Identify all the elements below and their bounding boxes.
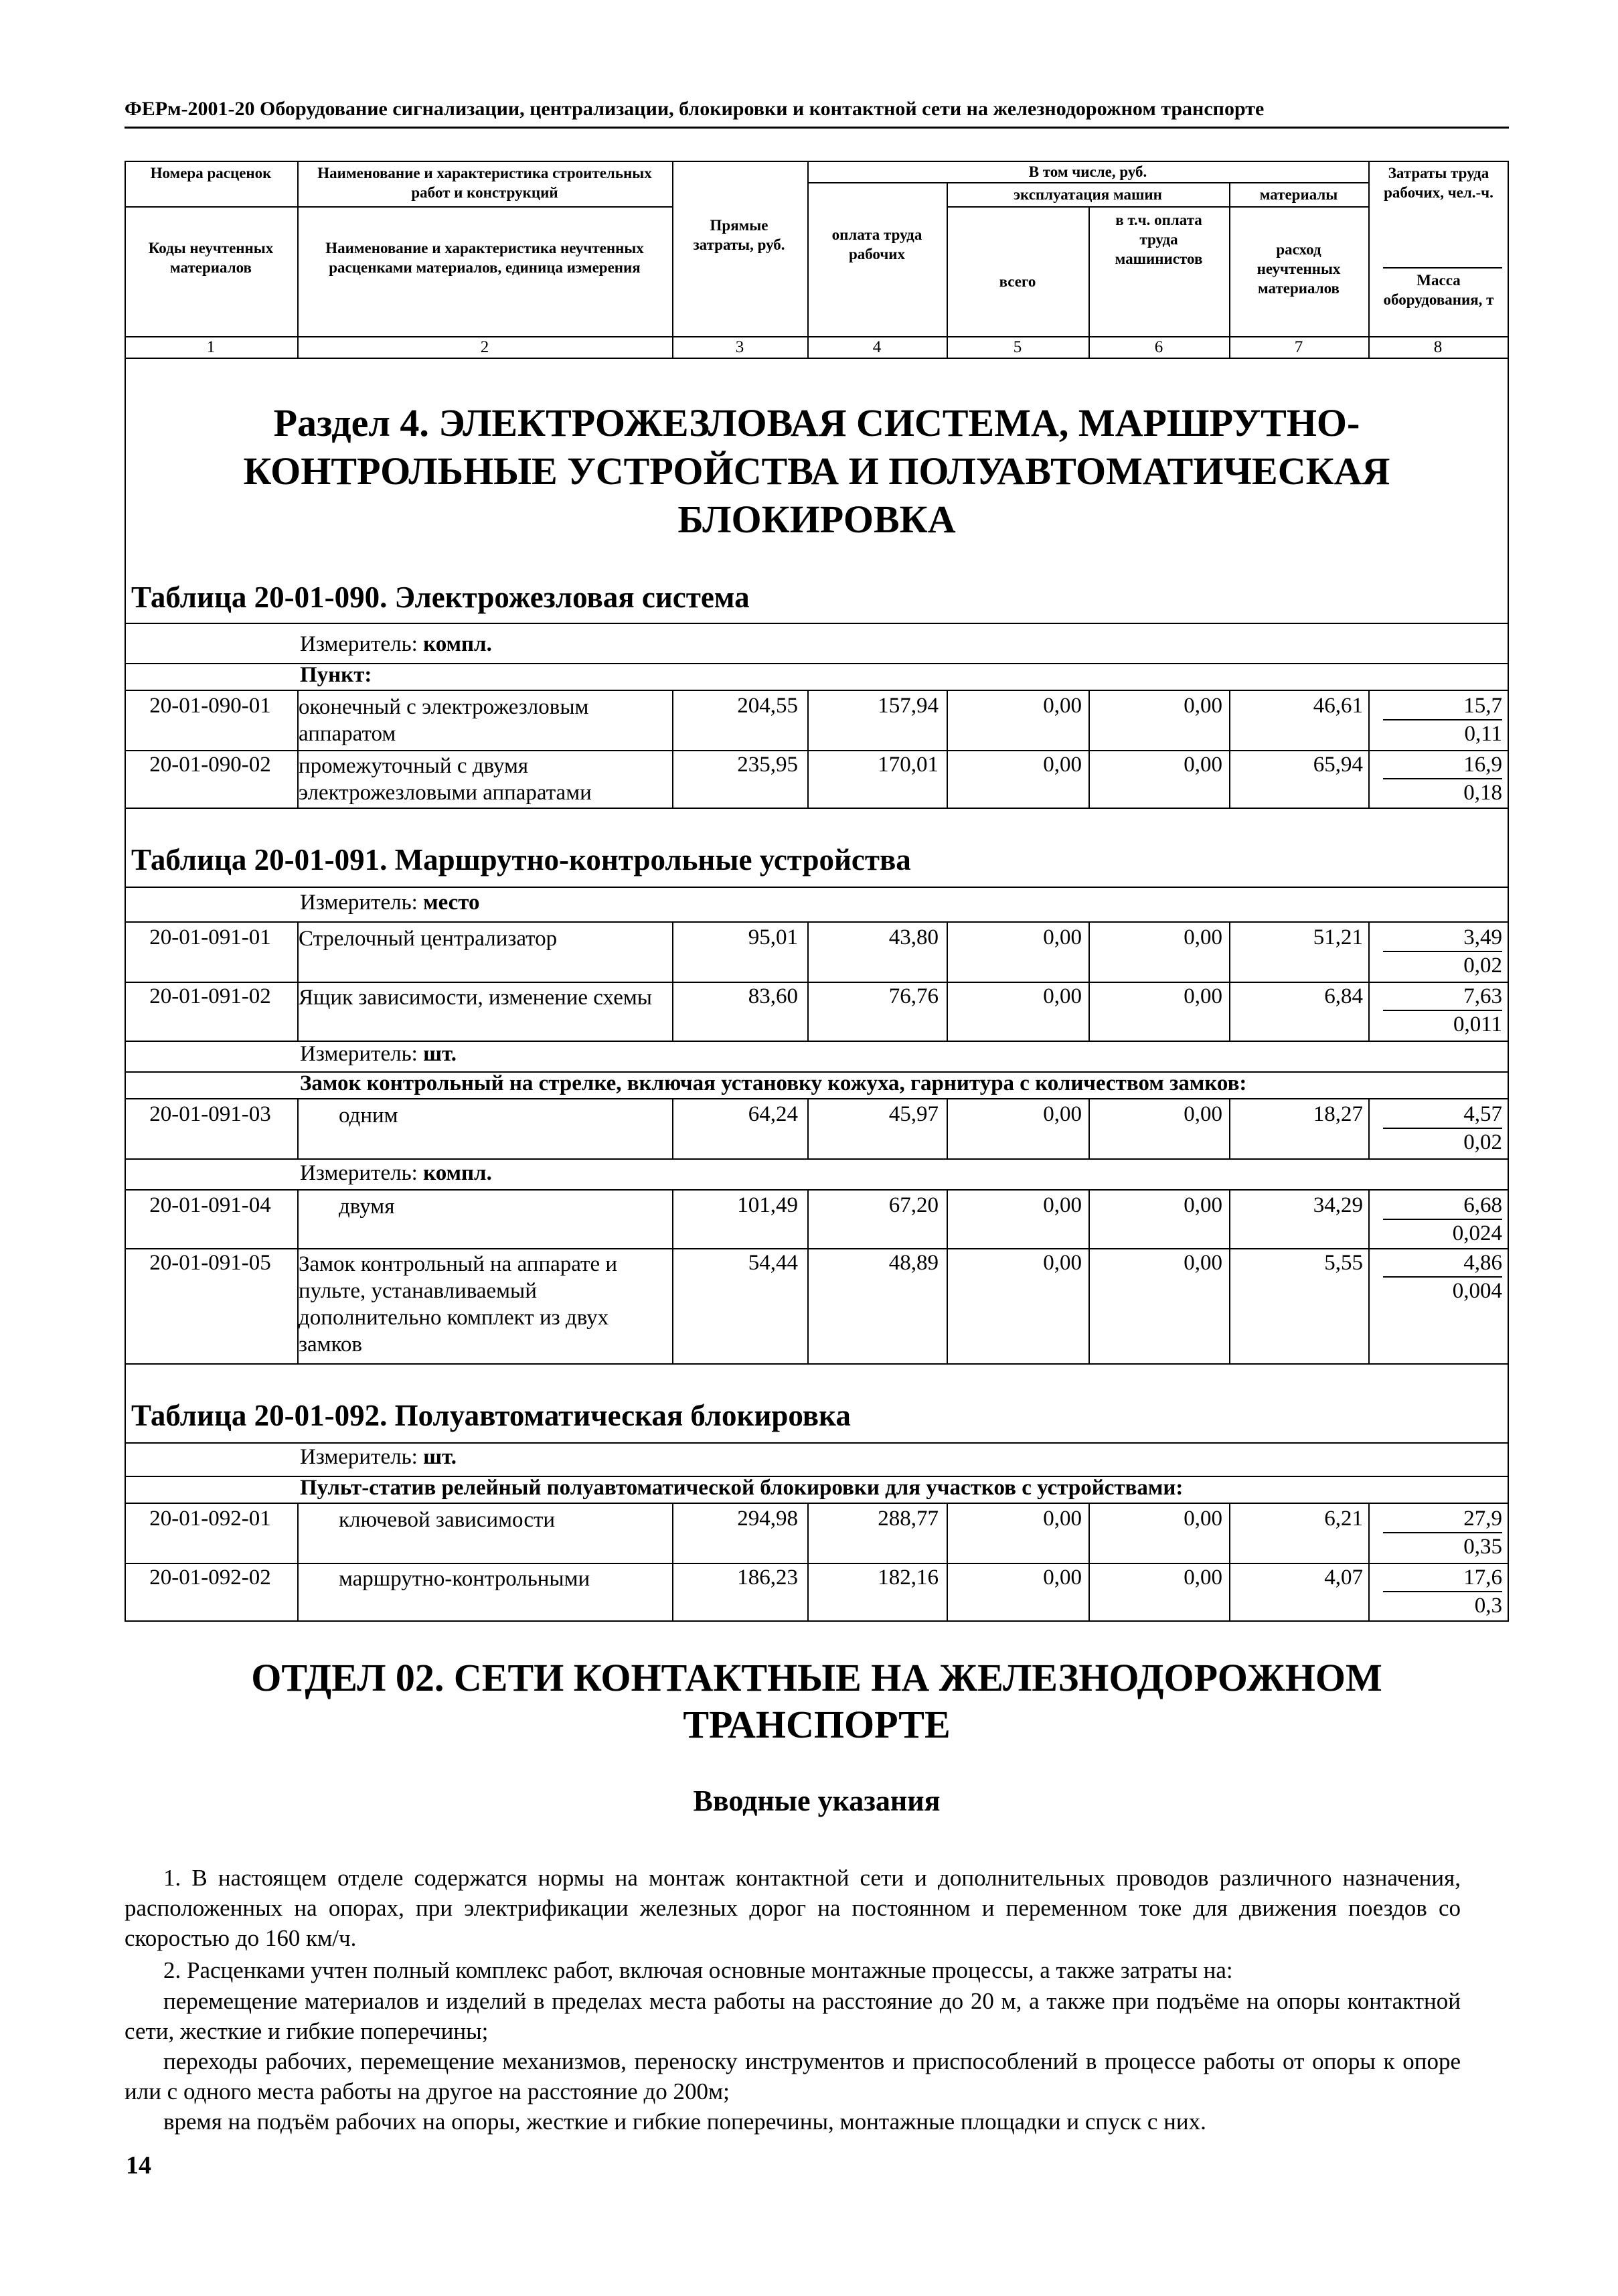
header-divider-left [125,206,672,208]
wages: 288,77 [878,1507,939,1531]
labor-cost: 4,86 [1463,1251,1502,1275]
col-line [807,690,809,808]
meter-label [300,1042,457,1067]
column-number: 1 [206,338,216,356]
header-col4: оплата труда рабочих [831,226,922,262]
materials-cost: 18,27 [1313,1102,1363,1126]
table-rule [125,1189,1509,1191]
section-title-line: Раздел 4. ЭЛЕКТРОЖЕЗЛОВАЯ СИСТЕМА, МАРШРУТНО- [273,401,1360,445]
column-number: 7 [1294,338,1303,356]
rate-code: 20-01-090-01 [149,694,271,718]
materials-cost: 65,94 [1313,753,1363,777]
header-vline-2 [672,161,673,358]
intro-title: Вводные указания [693,1784,941,1817]
direct-cost: 294,98 [737,1507,798,1531]
machines-cost: 0,00 [1043,1102,1082,1126]
work-name: Стрелочный централизатор [299,927,558,951]
col-line [807,1189,809,1363]
otdel-title-line: ТРАНСПОРТЕ [683,1703,951,1746]
labor-underline [1383,1128,1502,1129]
group-heading: Замок контрольный на стрелке, включая установку кожуха, гарнитура с количеством замков: [300,1071,1247,1095]
col-line [1088,1098,1090,1158]
labor-cost: 3,49 [1463,925,1502,949]
materials-cost: 4,07 [1324,1565,1363,1590]
column-number: 3 [735,338,744,356]
meter-unit: место [423,891,480,915]
page-number: 14 [126,2151,151,2179]
table-border-left [125,161,126,1620]
wages: 43,80 [888,925,939,949]
machines-cost: 0,00 [1043,1251,1082,1275]
meter-unit: шт. [423,1042,457,1066]
col-line [1088,690,1090,808]
direct-cost: 83,60 [748,984,798,1008]
running-header: ФЕРм-2001-20 Оборудование сигнализации, централизации, блокировки и контактной сети на железнодорожном транспорте [125,98,1265,120]
table-border-bottom [125,1620,1509,1622]
meter-unit: шт. [423,1445,457,1469]
meter-label [300,632,492,657]
header-incl: В том числе, руб. [1028,163,1147,180]
header-numbers-rule [125,358,1509,359]
operators-wages: 0,00 [1184,1102,1222,1126]
equipment-mass: 0,024 [1452,1221,1502,1245]
meter-label-text: Измеритель: [300,1161,424,1185]
col-line [672,1098,673,1158]
meter-label-text: Измеритель: [300,891,424,915]
rate-code: 20-01-090-02 [149,753,271,777]
meter-label [300,891,480,915]
header-col7: расход неучтенных материалов [1257,241,1341,297]
header-col2-bottom: Наименование и характеристика неучтенных расценками материалов, единица измерения [325,240,644,276]
header-col8-bottom: Масса оборудования, т [1383,272,1494,308]
meter-label-text: Измеритель: [300,1042,424,1066]
otdel-title-line: ОТДЕЛ 02. СЕТИ КОНТАКТНЫЕ НА ЖЕЛЕЗНОДОРОЖНОМ [251,1656,1382,1699]
wages: 157,94 [878,694,939,718]
direct-cost: 95,01 [748,925,798,949]
table-rule [125,1442,1509,1444]
machines-cost: 0,00 [1043,753,1082,777]
col-line [672,1189,673,1363]
meter-unit: компл. [423,1161,492,1185]
column-number: 5 [1013,338,1022,356]
section-title-line: БЛОКИРОВКА [677,498,956,541]
operators-wages: 0,00 [1184,1507,1222,1531]
col-line [1229,1503,1230,1620]
direct-cost: 235,95 [737,753,798,777]
equipment-mass: 0,02 [1463,953,1502,978]
paragraph: время на подъём рабочих на опоры, жесткие и гибкие поперечины, монтажные площадки и спуск с них. [163,2109,1206,2135]
machines-cost: 0,00 [1043,1193,1082,1217]
header-divider-labor [1383,267,1502,269]
header-vline-4 [947,182,948,358]
header-col1-top: Номера расценок [150,165,272,181]
header-vline-3 [807,161,809,358]
col-line [297,1098,299,1158]
labor-underline [1383,719,1502,720]
machines-cost: 0,00 [1043,1507,1082,1531]
paragraph: 2. Расценками учтен полный комплекс работ, включая основные монтажные процессы, а также затраты на: [163,1957,1233,1983]
header-vline-6 [1229,182,1230,358]
materials-cost: 34,29 [1313,1193,1363,1217]
labor-cost: 6,68 [1463,1193,1502,1217]
wages: 76,76 [888,984,939,1008]
table-rule [125,623,1509,624]
col-line [1368,1098,1370,1158]
col-line [947,1189,948,1363]
header-rule-bottom [125,336,1509,337]
col-line [1368,1503,1370,1620]
table-rule [125,887,1509,888]
machines-cost: 0,00 [1043,694,1082,718]
table-rule [125,690,1509,691]
work-name: Ящик зависимости, изменение схемы [299,986,652,1010]
header-col8-top: Затраты труда рабочих, чел.-ч. [1384,165,1493,201]
equipment-mass: 0,18 [1463,781,1502,805]
work-name: одним [339,1103,398,1128]
work-name: Замок контрольный на аппарате и пульте, устанавливаемый дополнительно комплект из двух замков [299,1252,618,1357]
header-divider-machines [947,206,1368,208]
col-line [1088,1189,1090,1363]
meter-label [300,1161,492,1186]
labor-underline [1383,1276,1502,1278]
equipment-mass: 0,11 [1464,722,1502,746]
operators-wages: 0,00 [1184,1193,1222,1217]
row-rule [125,750,1509,751]
wages: 45,97 [888,1102,939,1126]
materials-cost: 51,21 [1313,925,1363,949]
work-name: промежуточный с двумя электрожезловыми аппаратами [299,754,592,805]
wages: 170,01 [878,753,939,777]
group-heading: Пульт-статив релейный полуавтоматической блокировки для участков с устройствами: [300,1476,1184,1500]
operators-wages: 0,00 [1184,925,1222,949]
col-line [672,1503,673,1620]
header-col2-top: Наименование и характеристика строительных работ и конструкций [317,165,652,201]
equipment-mass: 0,004 [1452,1279,1502,1303]
col-line [297,690,299,808]
row-rule [125,982,1509,983]
rate-code: 20-01-091-05 [149,1251,271,1275]
rate-code: 20-01-091-03 [149,1102,271,1126]
header-machines: эксплуатация машин [1014,186,1162,203]
paragraph: переходы рабочих, перемещение механизмов, переноску инструментов и приспособлений в процессе работы от опоры к опоре или с одного места работы на другое на расстояние до 200м; [125,2048,1461,2104]
work-name: маршрутно-контрольными [339,1567,590,1591]
labor-underline [1383,1591,1502,1592]
col-line [297,1189,299,1363]
labor-cost: 7,63 [1463,984,1502,1008]
operators-wages: 0,00 [1184,694,1222,718]
header-col3: Прямые затраты, руб. [693,217,785,253]
labor-underline [1383,951,1502,952]
header-divider-incl [807,182,1368,183]
col-line [947,690,948,808]
col-line [1088,921,1090,1041]
col-line [672,690,673,808]
col-line [807,1503,809,1620]
row-rule [125,1158,1509,1160]
materials-cost: 46,61 [1313,694,1363,718]
labor-underline [1383,778,1502,779]
operators-wages: 0,00 [1184,1251,1222,1275]
equipment-mass: 0,35 [1463,1535,1502,1559]
header-vline-5 [1088,206,1090,358]
direct-cost: 186,23 [737,1565,798,1590]
col-line [672,921,673,1041]
column-number: 8 [1433,338,1443,356]
table-title: Таблица 20-01-090. Электрожезловая система [131,581,750,614]
labor-cost: 16,9 [1463,753,1502,777]
rate-code: 20-01-091-01 [149,925,271,949]
paragraph: перемещение материалов и изделий в пределах места работы на расстояние до 20 м, а также при подъёме на опоры контактной сети, жесткие и гибкие поперечины; [125,1988,1461,2044]
col-line [807,1098,809,1158]
labor-cost: 4,57 [1463,1102,1502,1126]
col-line [1229,921,1230,1041]
col-line [1229,690,1230,808]
col-line [1229,1098,1230,1158]
machines-cost: 0,00 [1043,925,1082,949]
header-vline-7 [1368,161,1370,358]
rate-code: 20-01-091-02 [149,984,271,1008]
table-rule [125,921,1509,923]
header-col1-bottom: Коды неучтенных материалов [148,240,274,276]
materials-cost: 6,84 [1324,984,1363,1008]
materials-cost: 5,55 [1324,1251,1363,1275]
table-title: Таблица 20-01-092. Полуавтоматическая блокировка [131,1399,851,1432]
work-name: ключевой зависимости [339,1508,556,1532]
operators-wages: 0,00 [1184,1565,1222,1590]
col-line [1229,1189,1230,1363]
machines-cost: 0,00 [1043,984,1082,1008]
direct-cost: 64,24 [748,1102,798,1126]
equipment-mass: 0,02 [1463,1130,1502,1154]
meter-unit: компл. [423,632,492,656]
header-col6: в т.ч. оплата труда машинистов [1115,212,1203,267]
rate-code: 20-01-092-02 [149,1565,271,1590]
wages: 182,16 [878,1565,939,1590]
work-name: оконечный с электрожезловым аппаратом [299,695,589,746]
col-line [297,921,299,1041]
col-line [1368,1189,1370,1363]
table-title: Таблица 20-01-091. Маршрутно-контрольные устройства [131,843,911,876]
col-line [1088,1503,1090,1620]
col-line [1368,690,1370,808]
meter-label [300,1445,457,1470]
col-line [297,1503,299,1620]
col-line [947,1098,948,1158]
wages: 48,89 [888,1251,939,1275]
header-vline-1 [297,161,299,358]
col-line [807,921,809,1041]
operators-wages: 0,00 [1184,753,1222,777]
paragraph: 1. В настоящем отделе содержатся нормы на монтаж контактной сети и дополнительных проводов различного назначения, расположенных на опорах, при электрификации железных дорог на постоянном и переменном токе для движения поездов со скоростью до 160 км/ч. [125,1865,1461,1951]
section-title-line: КОНТРОЛЬНЫЕ УСТРОЙСТВА И ПОЛУАВТОМАТИЧЕСКАЯ [243,449,1390,493]
materials-cost: 6,21 [1324,1507,1363,1531]
group-heading: Пункт: [300,663,372,687]
labor-cost: 17,6 [1463,1565,1502,1590]
row-rule [125,1363,1509,1365]
rate-code: 20-01-092-01 [149,1507,271,1531]
col-line [1368,921,1370,1041]
column-number: 2 [480,338,489,356]
machines-cost: 0,00 [1043,1565,1082,1590]
meter-label-text: Измеритель: [300,1445,424,1469]
direct-cost: 204,55 [737,694,798,718]
meter-label-text: Измеритель: [300,632,424,656]
table-border-right [1508,161,1509,1620]
direct-cost: 101,49 [737,1193,798,1217]
labor-cost: 15,7 [1463,694,1502,718]
row-rule [125,808,1509,809]
wages: 67,20 [888,1193,939,1217]
row-rule [125,1248,1509,1249]
header-rule [125,127,1509,129]
rate-code: 20-01-091-04 [149,1193,271,1217]
col-line [947,921,948,1041]
labor-underline [1383,1532,1502,1533]
row-rule [125,1563,1509,1564]
header-col5: всего [999,273,1036,290]
table-rule [125,1098,1509,1099]
operators-wages: 0,00 [1184,984,1222,1008]
col-line [947,1503,948,1620]
equipment-mass: 0,3 [1474,1594,1502,1618]
labor-underline [1383,1219,1502,1220]
labor-underline [1383,1010,1502,1011]
work-name: двумя [339,1195,395,1219]
equipment-mass: 0,011 [1453,1012,1502,1037]
header-materials: материалы [1259,186,1338,203]
column-number: 6 [1154,338,1163,356]
table-rule [125,1503,1509,1504]
direct-cost: 54,44 [748,1251,798,1275]
labor-cost: 27,9 [1463,1507,1502,1531]
column-number: 4 [872,338,882,356]
